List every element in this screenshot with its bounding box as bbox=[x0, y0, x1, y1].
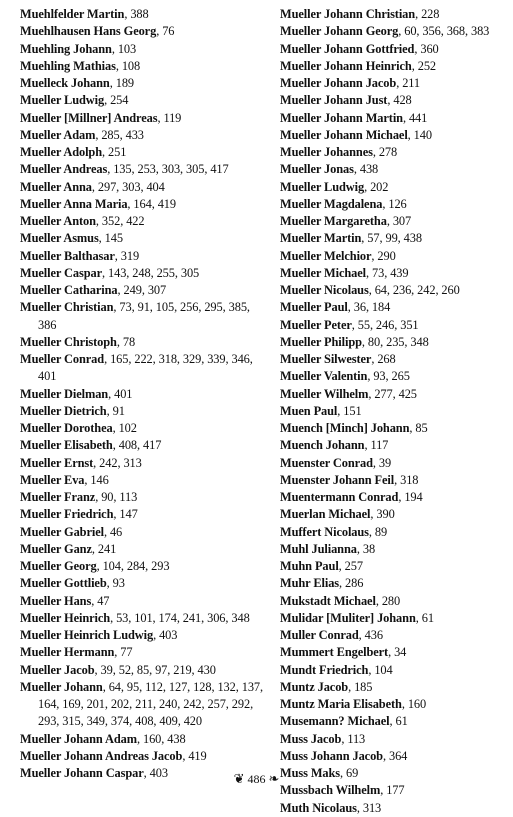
entry-name: Muntz Maria Elisabeth bbox=[280, 697, 402, 711]
entry-pages: 69 bbox=[346, 766, 359, 780]
entry-name: Mulidar [Muliter] Johann bbox=[280, 610, 416, 625]
index-entry: Mueller Dielman, 401 bbox=[20, 386, 133, 401]
entry-pages: 34 bbox=[394, 645, 407, 660]
entry-pages: 140 bbox=[413, 127, 432, 142]
entry-pages: 36, 184 bbox=[353, 300, 391, 315]
entry-name: Mukstadt Michael bbox=[280, 593, 376, 608]
entry-name: Muehling Mathias bbox=[20, 58, 116, 73]
entry-name: Mueller Dorothea bbox=[20, 421, 113, 435]
entry-name: Mueller Johann bbox=[20, 679, 103, 694]
entry-pages: 89 bbox=[374, 524, 388, 539]
entry-name: Mueller Philipp bbox=[280, 334, 362, 349]
entry-name: Muen Paul bbox=[280, 403, 338, 418]
entry-pages: 436 bbox=[364, 628, 383, 642]
entry-pages: 64, 236, 242, 260 bbox=[374, 283, 460, 297]
index-entry: Mueller Johann Jacob, 211 bbox=[280, 76, 421, 90]
index-entry: Mueller Magdalena, 126 bbox=[280, 196, 407, 211]
entry-name: Mueller Anna Maria bbox=[20, 196, 128, 211]
index-entry: Muench Johann, 117 bbox=[280, 438, 389, 453]
entry-name: Mueller Johann Gottfried bbox=[280, 41, 415, 56]
index-entry: Mueller Christian, 73, 91, 105, 256, 295, 385, 386 bbox=[20, 300, 250, 332]
entry-name: Mueller Conrad bbox=[20, 352, 105, 366]
entry-name: Mueller Johann Just bbox=[280, 93, 388, 108]
entry-pages: 257 bbox=[344, 559, 363, 573]
entry-pages: 268 bbox=[377, 352, 396, 366]
index-entry: Mueller Dietrich, 91 bbox=[20, 403, 125, 418]
entry-pages: 77 bbox=[120, 645, 133, 660]
entry-pages: 47 bbox=[97, 593, 110, 608]
entry-name: Mueller Christian bbox=[20, 300, 114, 315]
index-entry: Muhl Julianna, 38 bbox=[280, 541, 376, 556]
entry-pages: 38 bbox=[362, 541, 376, 556]
index-entry: Mukstadt Michael, 280 bbox=[280, 593, 401, 608]
entry-pages: 39, 52, 85, 97, 219, 430 bbox=[100, 662, 216, 677]
entry-name: Mueller Johann Martin bbox=[280, 110, 403, 125]
index-entry: Muehling Johann, 103 bbox=[20, 41, 137, 56]
entry-pages: 319 bbox=[120, 248, 140, 263]
entry-name: Mueller Caspar bbox=[20, 265, 102, 280]
index-entry: Mueller Heinrich, 53, 101, 174, 241, 306, 348 bbox=[20, 610, 250, 625]
entry-name: Mueller Asmus bbox=[20, 231, 99, 246]
entry-pages: 147 bbox=[119, 507, 138, 522]
index-entry: Mueller Anna, 297, 303, 404 bbox=[20, 179, 165, 194]
entry-name: Muerlan Michael bbox=[280, 507, 371, 522]
index-entry: Muenster Johann Feil, 318 bbox=[280, 472, 419, 487]
entry-pages: 228 bbox=[421, 7, 440, 21]
entry-name: Mueller Dietrich bbox=[20, 403, 107, 418]
entry-name: Muentermann Conrad bbox=[280, 490, 399, 504]
index-entry: Muehling Mathias, 108 bbox=[20, 58, 141, 73]
entry-name: Mueller Margaretha bbox=[280, 214, 387, 228]
entry-pages: 165, 222, 318, 329, 339, 346, 401 bbox=[38, 352, 253, 384]
index-entry: Mueller Anton, 352, 422 bbox=[20, 214, 145, 228]
entry-pages: 151 bbox=[343, 403, 362, 418]
index-entry: Mussbach Wilhelm, 177 bbox=[280, 783, 405, 798]
entry-pages: 401 bbox=[114, 386, 133, 401]
entry-name: Mueller Jacob bbox=[20, 662, 95, 677]
entry-pages: 76 bbox=[162, 24, 175, 39]
entry-name: Mundt Friedrich bbox=[280, 662, 369, 677]
index-entry: Muntz Maria Elisabeth, 160 bbox=[280, 697, 427, 711]
index-entry: Mueller Johann, 64, 95, 112, 127, 128, 132, 137, 164, 169, 201, 202, 211, 240, 242, 257, 292, 293, 315, 349, 374, 408, 409, 420 bbox=[20, 679, 264, 729]
index-entry: Muerlan Michael, 390 bbox=[280, 507, 395, 522]
entry-name: Muelleck Johann bbox=[20, 76, 110, 90]
entry-name: Mueller Paul bbox=[280, 300, 348, 315]
entry-pages: 185 bbox=[354, 679, 373, 694]
entry-name: Mueller Jonas bbox=[280, 162, 354, 177]
entry-pages: 360 bbox=[420, 41, 439, 56]
index-entry: Mueller Valentin, 93, 265 bbox=[280, 369, 410, 384]
index-entry: Mueller Adolph, 251 bbox=[20, 145, 127, 159]
entry-pages: 143, 248, 255, 305 bbox=[108, 265, 200, 280]
fleuron-left-icon: ❦ bbox=[233, 772, 245, 788]
index-entry: Mueller Asmus, 145 bbox=[20, 231, 123, 246]
entry-pages: 93, 265 bbox=[373, 369, 410, 384]
entry-name: Muench [Minch] Johann bbox=[280, 421, 410, 435]
index-entry: Mueller Philipp, 80, 235, 348 bbox=[280, 334, 429, 349]
entry-pages: 189 bbox=[115, 76, 135, 90]
index-entry: Muth Nicolaus, 313 bbox=[280, 800, 382, 815]
index-entry: Mueller Peter, 55, 246, 351 bbox=[280, 317, 419, 332]
entry-pages: 64, 95, 112, 127, 128, 132, 137, 164, 169, 201, 202, 211, 240, 242, 257, 292, 293, 315, 349, 374, 408, 409, 420 bbox=[38, 679, 264, 729]
entry-pages: 277, 425 bbox=[374, 386, 417, 401]
index-entry: Mueller Georg, 104, 284, 293 bbox=[20, 559, 170, 573]
entry-pages: 252 bbox=[417, 58, 437, 73]
entry-name: Mueller Christoph bbox=[20, 334, 117, 349]
index-entry: Muench [Minch] Johann, 85 bbox=[280, 421, 428, 435]
entry-name: Mueller Johannes bbox=[280, 145, 373, 159]
entry-name: Mueller Gottlieb bbox=[20, 576, 107, 591]
index-entry: Mundt Friedrich, 104 bbox=[280, 662, 393, 677]
entry-pages: 313 bbox=[362, 800, 382, 815]
index-entry: Mueller Hermann, 77 bbox=[20, 645, 133, 660]
entry-name: Mueller Balthasar bbox=[20, 248, 115, 263]
entry-pages: 403 bbox=[149, 766, 168, 780]
entry-name: Muhl Julianna bbox=[280, 541, 357, 556]
entry-pages: 135, 253, 303, 305, 417 bbox=[113, 162, 229, 177]
entry-pages: 297, 303, 404 bbox=[97, 179, 165, 194]
entry-pages: 290 bbox=[377, 248, 396, 263]
index-entry: Mueller Christoph, 78 bbox=[20, 334, 136, 349]
index-entry: Mueller Andreas, 135, 253, 303, 305, 417 bbox=[20, 162, 229, 177]
index-entry: Mueller Jonas, 438 bbox=[280, 162, 379, 177]
index-entry: Muss Johann Jacob, 364 bbox=[280, 748, 408, 763]
index-entry: Mueller Elisabeth, 408, 417 bbox=[20, 438, 162, 453]
entry-name: Mueller Johann Jacob bbox=[280, 76, 397, 90]
entry-name: Muller Conrad bbox=[280, 628, 359, 642]
index-entry: Muhr Elias, 286 bbox=[280, 576, 364, 591]
entry-name: Muehlhausen Hans Georg bbox=[20, 24, 157, 39]
entry-name: Mueller Georg bbox=[20, 559, 97, 573]
index-entry: Mueller Eva, 146 bbox=[20, 472, 109, 487]
page-number: 486 bbox=[247, 772, 266, 786]
entry-pages: 102 bbox=[118, 421, 137, 435]
index-entry: Mueller Conrad, 165, 222, 318, 329, 339, 346, 401 bbox=[20, 352, 253, 384]
entry-name: Mueller Anton bbox=[20, 214, 96, 228]
entry-pages: 278 bbox=[378, 145, 398, 159]
entry-pages: 428 bbox=[393, 93, 412, 108]
index-entry: Mueller Johann Georg, 60, 356, 368, 383 bbox=[280, 24, 490, 39]
entry-pages: 145 bbox=[104, 231, 123, 246]
entry-pages: 419 bbox=[188, 748, 207, 763]
entry-name: Mueller Ernst bbox=[20, 455, 94, 470]
index-entry: Mueller Dorothea, 102 bbox=[20, 421, 137, 435]
entry-pages: 388 bbox=[130, 7, 149, 21]
entry-name: Muenster Conrad bbox=[280, 455, 373, 470]
index-entry: Muen Paul, 151 bbox=[280, 403, 362, 418]
entry-name: Mueller Gabriel bbox=[20, 524, 104, 539]
index-entry: Mueller Paul, 36, 184 bbox=[280, 300, 391, 315]
entry-name: Mueller Magdalena bbox=[280, 196, 383, 211]
entry-pages: 60, 356, 368, 383 bbox=[404, 24, 490, 39]
entry-pages: 160 bbox=[407, 697, 427, 711]
entry-name: Mueller Andreas bbox=[20, 162, 108, 177]
index-entry: Mueller Friedrich, 147 bbox=[20, 507, 138, 522]
index-entry: Mueller Adam, 285, 433 bbox=[20, 127, 144, 142]
entry-name: Mueller Silwester bbox=[280, 352, 372, 366]
entry-name: Muench Johann bbox=[280, 438, 365, 453]
fleuron-right-icon: ❧ bbox=[268, 772, 280, 788]
index-entry: Mueller Johann Gottfried, 360 bbox=[280, 41, 439, 56]
index-entry: Mueller Ludwig, 202 bbox=[280, 179, 389, 194]
index-entry: Mulidar [Muliter] Johann, 61 bbox=[280, 610, 434, 625]
entry-pages: 78 bbox=[122, 334, 136, 349]
entry-pages: 53, 101, 174, 241, 306, 348 bbox=[116, 610, 250, 625]
index-entry: Mueller Jacob, 39, 52, 85, 97, 219, 430 bbox=[20, 662, 216, 677]
index-entry: Mueller Martin, 57, 99, 438 bbox=[280, 231, 422, 246]
entry-pages: 80, 235, 348 bbox=[367, 334, 429, 349]
index-entry: Mueller Johann Just, 428 bbox=[280, 93, 412, 108]
entry-name: Mueller Johann Andreas Jacob bbox=[20, 748, 183, 763]
index-entry: Mueller Silwester, 268 bbox=[280, 352, 396, 366]
entry-name: Muss Jacob bbox=[280, 731, 342, 746]
entry-pages: 57, 99, 438 bbox=[367, 231, 422, 246]
entry-pages: 177 bbox=[386, 783, 405, 798]
entry-name: Mueller Valentin bbox=[280, 369, 368, 384]
entry-pages: 39 bbox=[378, 455, 392, 470]
entry-name: Mueller Franz bbox=[20, 490, 96, 504]
entry-pages: 73, 439 bbox=[372, 265, 409, 280]
entry-name: Mummert Engelbert bbox=[280, 645, 389, 660]
entry-name: Mussbach Wilhelm bbox=[280, 783, 381, 798]
index-entry: Mueller Catharina, 249, 307 bbox=[20, 283, 167, 297]
index-entry: Mueller Melchior, 290 bbox=[280, 248, 396, 263]
entry-pages: 364 bbox=[388, 748, 408, 763]
entry-name: Muenster Johann Feil bbox=[280, 472, 395, 487]
entry-pages: 254 bbox=[110, 93, 129, 108]
entry-name: Mueller Nicolaus bbox=[280, 283, 369, 297]
entry-name: Muffert Nicolaus bbox=[280, 524, 369, 539]
entry-pages: 318 bbox=[400, 472, 419, 487]
entry-name: Muhr Elias bbox=[280, 576, 340, 591]
entry-name: Mueller Wilhelm bbox=[280, 386, 369, 401]
entry-pages: 408, 417 bbox=[118, 438, 162, 453]
entry-name: Mueller Michael bbox=[280, 265, 367, 280]
entry-name: Mueller Johann Adam bbox=[20, 731, 137, 746]
entry-name: Mueller Adam bbox=[20, 127, 96, 142]
index-entry: Muentermann Conrad, 194 bbox=[280, 490, 423, 504]
entry-name: Mueller Elisabeth bbox=[20, 438, 113, 453]
index-entry: Mueller Ganz, 241 bbox=[20, 541, 117, 556]
entry-pages: 85 bbox=[415, 421, 428, 435]
index-entry: Mueller Anna Maria, 164, 419 bbox=[20, 196, 176, 211]
index-entry: Muenster Conrad, 39 bbox=[280, 455, 392, 470]
entry-name: Mueller Heinrich Ludwig bbox=[20, 628, 154, 642]
index-entry: Mueller Hans, 47 bbox=[20, 593, 110, 608]
entry-pages: 91 bbox=[112, 403, 125, 418]
entry-name: Muntz Jacob bbox=[280, 679, 349, 694]
entry-name: Mueller [Millner] Andreas bbox=[20, 110, 158, 125]
entry-name: Mueller Friedrich bbox=[20, 507, 114, 522]
entry-pages: 249, 307 bbox=[123, 283, 167, 297]
entry-pages: 93 bbox=[112, 576, 125, 591]
index-entry: Muehlhausen Hans Georg, 76 bbox=[20, 24, 175, 39]
entry-name: Mueller Eva bbox=[20, 472, 85, 487]
index-entry: Mueller Johann Adam, 160, 438 bbox=[20, 731, 186, 746]
entry-pages: 202 bbox=[370, 179, 389, 194]
index-entry: Mueller Gabriel, 46 bbox=[20, 524, 123, 539]
entry-pages: 241 bbox=[97, 541, 117, 556]
index-entry: Musemann? Michael, 61 bbox=[280, 714, 408, 729]
entry-pages: 211 bbox=[402, 76, 421, 90]
entry-name: Mueller Hans bbox=[20, 593, 92, 608]
entry-pages: 104, 284, 293 bbox=[102, 559, 170, 573]
index-column-left bbox=[20, 6, 270, 782]
entry-name: Mueller Adolph bbox=[20, 145, 103, 159]
entry-pages: 90, 113 bbox=[101, 490, 138, 504]
index-entry: Muntz Jacob, 185 bbox=[280, 679, 373, 694]
entry-name: Mueller Peter bbox=[280, 317, 352, 332]
entry-pages: 146 bbox=[90, 472, 109, 487]
entry-name: Mueller Ludwig bbox=[280, 179, 365, 194]
index-entry: Muelleck Johann, 189 bbox=[20, 76, 135, 90]
index-column-right bbox=[280, 6, 512, 817]
entry-name: Mueller Catharina bbox=[20, 283, 118, 297]
index-entry: Mueller Gottlieb, 93 bbox=[20, 576, 125, 591]
entry-pages: 438 bbox=[359, 162, 379, 177]
index-entry: Mueller Johann Heinrich, 252 bbox=[280, 58, 437, 73]
entry-pages: 307 bbox=[392, 214, 412, 228]
index-entry: Mueller Margaretha, 307 bbox=[280, 214, 412, 228]
index-entry: Mueller Wilhelm, 277, 425 bbox=[280, 386, 417, 401]
index-entry: Mueller Johannes, 278 bbox=[280, 145, 398, 159]
index-entry: Muller Conrad, 436 bbox=[280, 628, 383, 642]
entry-pages: 403 bbox=[159, 628, 178, 642]
entry-pages: 441 bbox=[408, 110, 428, 125]
index-entry: Muffert Nicolaus, 89 bbox=[280, 524, 388, 539]
entry-name: Mueller Johann Michael bbox=[280, 127, 408, 142]
entry-pages: 285, 433 bbox=[101, 127, 144, 142]
entry-name: Mueller Ludwig bbox=[20, 93, 105, 108]
index-entry: Mueller Franz, 90, 113 bbox=[20, 490, 138, 504]
entry-pages: 113 bbox=[347, 731, 366, 746]
index-entry: Mueller [Millner] Andreas, 119 bbox=[20, 110, 182, 125]
entry-pages: 286 bbox=[345, 576, 364, 591]
entry-name: Muehlfelder Martin bbox=[20, 7, 125, 21]
entry-pages: 46 bbox=[109, 524, 123, 539]
entry-pages: 103 bbox=[117, 41, 137, 56]
index-entry: Mueller Nicolaus, 64, 236, 242, 260 bbox=[280, 283, 460, 297]
entry-name: Mueller Johann Heinrich bbox=[280, 58, 412, 73]
entry-name: Mueller Dielman bbox=[20, 386, 109, 401]
index-entry: Mueller Caspar, 143, 248, 255, 305 bbox=[20, 265, 200, 280]
entry-pages: 117 bbox=[370, 438, 389, 453]
entry-pages: 280 bbox=[381, 593, 401, 608]
entry-pages: 242, 313 bbox=[99, 455, 142, 470]
index-entry: Mueller Johann Christian, 228 bbox=[280, 7, 440, 21]
entry-pages: 119 bbox=[163, 110, 182, 125]
entry-name: Mueller Johann Caspar bbox=[20, 766, 144, 780]
entry-name: Muss Maks bbox=[280, 766, 341, 780]
index-entry: Mueller Ludwig, 254 bbox=[20, 93, 129, 108]
entry-pages: 61 bbox=[395, 714, 408, 729]
page-footer bbox=[0, 771, 513, 788]
index-entry: Mueller Balthasar, 319 bbox=[20, 248, 140, 263]
index-entry: Mummert Engelbert, 34 bbox=[280, 645, 407, 660]
entry-name: Mueller Hermann bbox=[20, 645, 115, 660]
entry-pages: 61 bbox=[421, 610, 434, 625]
index-entry: Muss Jacob, 113 bbox=[280, 731, 366, 746]
entry-name: Mueller Melchior bbox=[280, 248, 372, 263]
entry-name: Mueller Johann Christian bbox=[280, 7, 416, 21]
index-entry: Mueller Johann Andreas Jacob, 419 bbox=[20, 748, 207, 763]
index-entry: Mueller Johann Michael, 140 bbox=[280, 127, 432, 142]
entry-pages: 73, 91, 105, 256, 295, 385, 386 bbox=[38, 300, 250, 332]
entry-name: Mueller Ganz bbox=[20, 541, 92, 556]
index-entry: Muhn Paul, 257 bbox=[280, 559, 363, 573]
entry-name: Mueller Heinrich bbox=[20, 610, 111, 625]
index-entry: Muehlfelder Martin, 388 bbox=[20, 7, 149, 21]
entry-name: Musemann? Michael bbox=[280, 714, 390, 729]
entry-name: Mueller Johann Georg bbox=[280, 24, 399, 39]
entry-pages: 390 bbox=[376, 507, 395, 522]
index-entry: Mueller Heinrich Ludwig, 403 bbox=[20, 628, 178, 642]
entry-name: Muhn Paul bbox=[280, 559, 339, 573]
entry-pages: 164, 419 bbox=[133, 196, 176, 211]
entry-name: Mueller Martin bbox=[280, 231, 362, 246]
index-entry: Mueller Johann Caspar, 403 bbox=[20, 766, 168, 780]
index-entry: Mueller Michael, 73, 439 bbox=[280, 265, 409, 280]
entry-pages: 251 bbox=[108, 145, 127, 159]
entry-pages: 194 bbox=[404, 490, 423, 504]
index-entry: Muss Maks, 69 bbox=[280, 766, 359, 780]
entry-pages: 104 bbox=[374, 662, 393, 677]
entry-name: Muss Johann Jacob bbox=[280, 748, 383, 763]
entry-name: Mueller Anna bbox=[20, 179, 92, 194]
entry-pages: 160, 438 bbox=[142, 731, 186, 746]
entry-pages: 108 bbox=[121, 58, 141, 73]
entry-pages: 352, 422 bbox=[101, 214, 145, 228]
entry-pages: 126 bbox=[388, 196, 407, 211]
entry-name: Muehling Johann bbox=[20, 41, 112, 56]
entry-pages: 55, 246, 351 bbox=[357, 317, 419, 332]
entry-name: Muth Nicolaus bbox=[280, 800, 357, 815]
index-entry: Mueller Ernst, 242, 313 bbox=[20, 455, 142, 470]
index-entry: Mueller Johann Martin, 441 bbox=[280, 110, 428, 125]
